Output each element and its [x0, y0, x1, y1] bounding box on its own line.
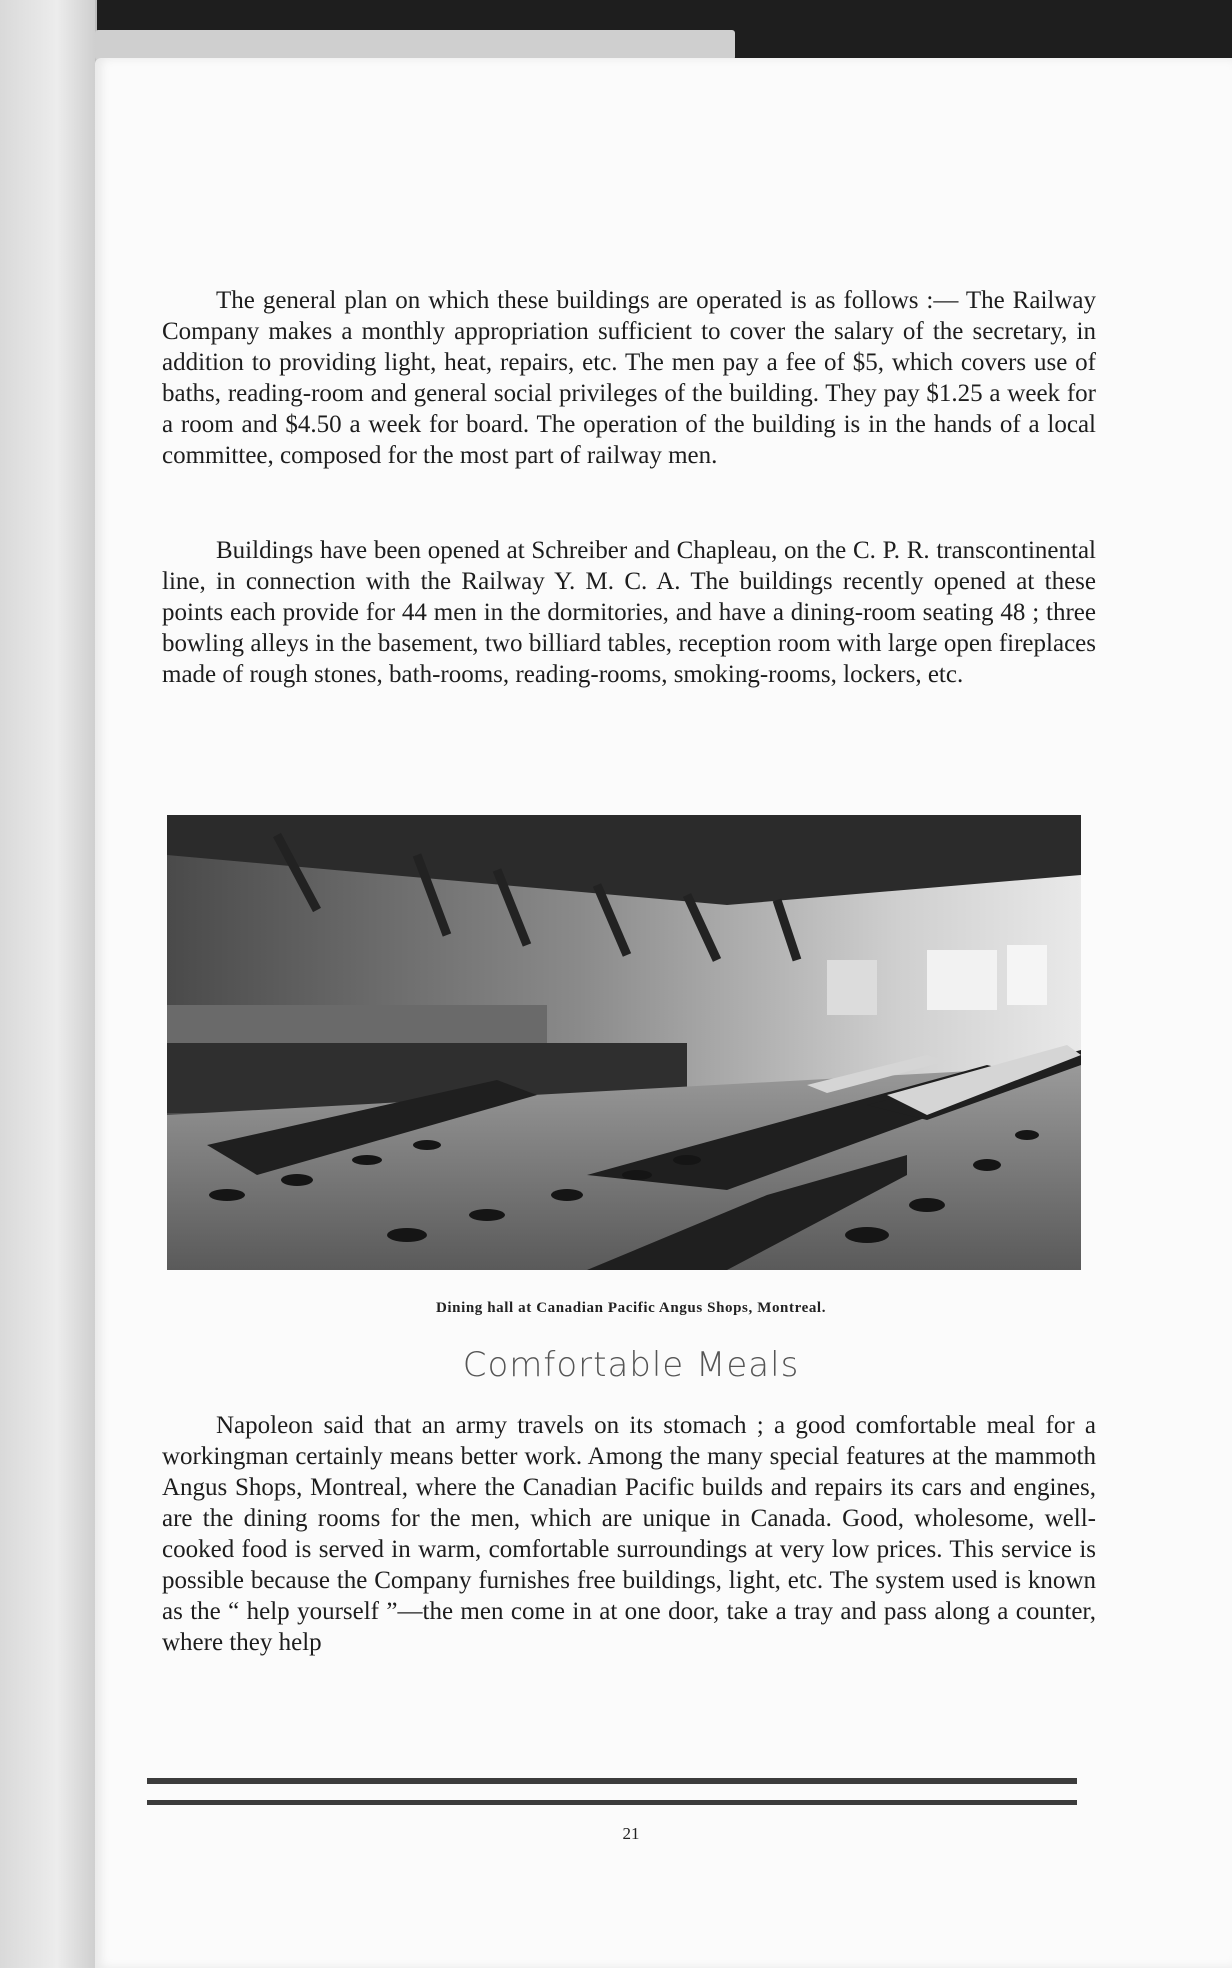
paragraph-buildings: Buildings have been opened at Schreiber and Chapleau, on the C. P. R. transcontinental line, in connection with the Railway Y. M. C. A. The buildings recently opened at these points each provide for 44 men in the dormitories, and have a dining-room seating 48 ; three bowling alleys in the basement, two billiard tables, reception room with large open fireplaces made of rough stones, bath-rooms, reading-rooms, smoking-rooms, lockers, etc.	[162, 537, 1096, 688]
paragraph-operation-plan: The general plan on which these buildings are operated is as follows :— The Railway Company makes a monthly appropriation sufficient to cover the salary of the secretary, in addition to providing light, heat, repairs, etc. The men pay a fee of $5, which covers use of baths, reading-room and general social privileges of the building. They pay $1.25 a week for a room and $4.50 a week for board. The operation of the building is in the hands of a local committee, composed for the most part of railway men.	[162, 287, 1096, 469]
paragraph-meals: Napoleon said that an army travels on its stomach ; a good comfortable meal for a workingman certainly means better work. Among the many special features at the mammoth Angus Shops, Montreal, where the Canadian Pacific builds and repairs its cars and engines, are the dining rooms for the men, which are unique in Canada. Good, wholesome, well-cooked food is served in warm, comfortable surroundings at very low prices. This service is possible because the Company furnishes free buildings, light, etc. The system used is known as the “ help yourself ”—the men come in at one door, take a tray and pass along a counter, where they help	[162, 1412, 1096, 1656]
body-text-buildings	[162, 535, 1096, 690]
facing-page-edge	[0, 0, 97, 1968]
page-edge-strip	[95, 30, 735, 60]
body-text-meals	[162, 1410, 1096, 1658]
body-text-top	[162, 285, 1096, 471]
footer-rule-top	[147, 1778, 1077, 1784]
footer-rule-bottom	[147, 1800, 1077, 1805]
dining-hall-photo	[167, 815, 1081, 1270]
section-heading: Comfortable Meals	[462, 1345, 800, 1385]
photo-caption: Dining hall at Canadian Pacific Angus Shops, Montreal.	[435, 1300, 827, 1316]
page-number: 21	[622, 1824, 640, 1843]
